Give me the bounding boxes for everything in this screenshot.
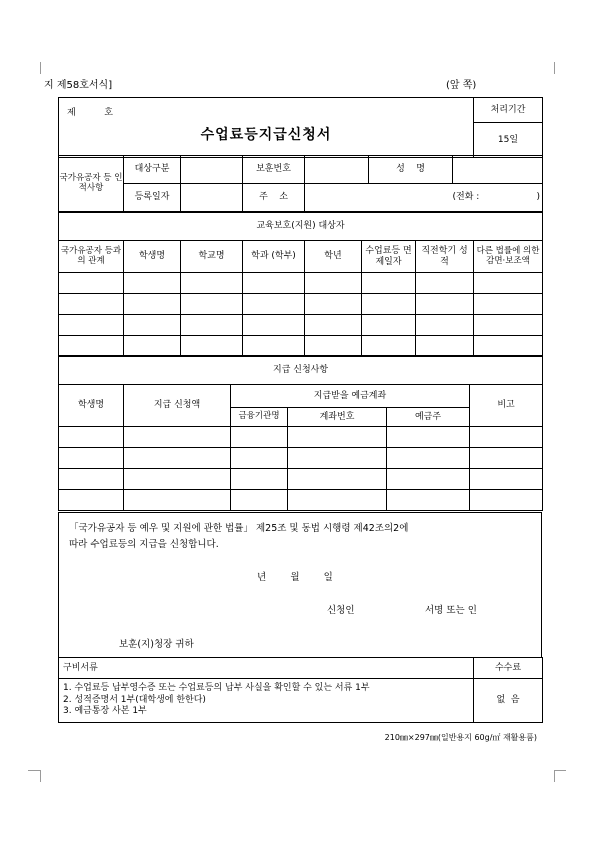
payment-cell[interactable] <box>59 427 124 448</box>
education-cell[interactable] <box>124 273 181 294</box>
crop-mark <box>554 62 555 74</box>
personal-section-label: 국가유공자 등 인적사항 <box>59 156 124 212</box>
declaration-table <box>58 512 542 658</box>
form-number: 지 제58호서식] <box>44 80 113 91</box>
education-cell[interactable] <box>474 315 543 336</box>
payment-cell[interactable] <box>470 448 543 469</box>
payment-cell[interactable] <box>231 490 288 511</box>
required-document-item: 2. 성적증명서 1부(대학생에 한한다) <box>63 694 206 705</box>
crop-mark <box>40 62 41 74</box>
education-header-1: 학생명 <box>124 241 181 273</box>
education-cell[interactable] <box>243 315 305 336</box>
education-cell[interactable] <box>416 273 474 294</box>
addressee: 보훈(지)청장 귀하 <box>119 639 194 650</box>
payment-cell[interactable] <box>470 469 543 490</box>
education-row <box>59 294 543 315</box>
payment-cell[interactable] <box>288 427 387 448</box>
education-cell[interactable] <box>59 315 124 336</box>
applicant-label: 신청인 <box>327 605 355 616</box>
education-header-4: 학년 <box>305 241 362 273</box>
payment-cell[interactable] <box>288 469 387 490</box>
name-label: 성 명 <box>369 156 453 184</box>
declaration-line-1: 「국가유공자 등 예우 및 지원에 관한 법률」 제25조 및 동법 시행령 제42조의2에 <box>69 523 409 534</box>
education-cell[interactable] <box>59 294 124 315</box>
payment-header-amount: 지급 신청액 <box>124 385 231 427</box>
crop-mark <box>554 770 555 782</box>
name-field[interactable] <box>453 156 543 184</box>
veteran-number-label: 보훈번호 <box>243 156 305 184</box>
education-cell[interactable] <box>416 315 474 336</box>
processing-period-label: 처리기간 <box>474 98 543 123</box>
education-cell[interactable] <box>124 336 181 357</box>
payment-cell[interactable] <box>387 427 470 448</box>
payment-cell[interactable] <box>387 448 470 469</box>
education-cell[interactable] <box>181 315 243 336</box>
payment-header-student: 학생명 <box>59 385 124 427</box>
target-class-label: 대상구분 <box>124 156 181 184</box>
education-row <box>59 315 543 336</box>
education-header-7: 다른 법률에 의한 감면·보조액 <box>474 241 543 273</box>
payment-header-remarks: 비고 <box>470 385 543 427</box>
education-cell[interactable] <box>362 315 416 336</box>
fee-label: 수수료 <box>474 658 543 679</box>
required-document-item: 1. 수업료등 납부영수증 또는 수업료등의 납부 사실을 확인할 수 있는 서류 1부 <box>63 682 370 693</box>
education-cell[interactable] <box>416 336 474 357</box>
education-cell[interactable] <box>362 273 416 294</box>
payment-row <box>59 427 543 448</box>
header-table <box>58 97 543 158</box>
payment-cell[interactable] <box>231 448 288 469</box>
required-documents-table <box>58 657 543 723</box>
fee-value: 없 음 <box>474 679 543 723</box>
required-documents-list <box>59 679 474 723</box>
payment-cell[interactable] <box>470 490 543 511</box>
education-cell[interactable] <box>474 294 543 315</box>
education-cell[interactable] <box>59 336 124 357</box>
education-cell[interactable] <box>474 336 543 357</box>
phone-field[interactable]: (전화 : ) <box>453 184 543 212</box>
payment-cell[interactable] <box>59 448 124 469</box>
payment-cell[interactable] <box>470 427 543 448</box>
education-cell[interactable] <box>305 336 362 357</box>
education-cell[interactable] <box>181 336 243 357</box>
education-cell[interactable] <box>362 336 416 357</box>
paper-spec: 210㎜×297㎜(일반용지 60g/㎡ 재활용품) <box>384 733 537 742</box>
education-cell[interactable] <box>59 273 124 294</box>
payment-table <box>58 355 543 511</box>
declaration-line-2: 따라 수업료등의 지급을 신청합니다. <box>69 539 219 551</box>
education-cell[interactable] <box>181 273 243 294</box>
education-cell[interactable] <box>243 294 305 315</box>
crop-mark <box>40 770 41 782</box>
declaration-area <box>59 513 542 658</box>
education-cell[interactable] <box>416 294 474 315</box>
education-cell[interactable] <box>305 315 362 336</box>
payment-cell[interactable] <box>124 490 231 511</box>
payment-cell[interactable] <box>124 469 231 490</box>
payment-section-title: 지급 신청사항 <box>59 356 543 385</box>
payment-row <box>59 469 543 490</box>
payment-row <box>59 448 543 469</box>
education-header-0: 국가유공자 등과의 관계 <box>59 241 124 273</box>
education-header-6: 직전학기 성 적 <box>416 241 474 273</box>
payment-cell[interactable] <box>124 448 231 469</box>
declaration-date[interactable]: 년 월 일 <box>257 572 333 583</box>
veteran-number-field[interactable] <box>305 156 369 184</box>
education-cell[interactable] <box>243 273 305 294</box>
education-header-5: 수업료등 면제일자 <box>362 241 416 273</box>
education-header-3: 학과 (학부) <box>243 241 305 273</box>
receipt-number-label: 제 호 <box>67 108 113 118</box>
target-class-field[interactable] <box>181 156 243 184</box>
payment-cell[interactable] <box>59 469 124 490</box>
processing-period-value: 15일 <box>474 123 543 158</box>
education-header-2: 학교명 <box>181 241 243 273</box>
payment-header-account-group: 지급받을 예금계좌 <box>231 385 470 408</box>
crop-mark <box>28 770 40 771</box>
required-document-item: 3. 예금통장 사본 1부 <box>63 706 147 717</box>
payment-cell[interactable] <box>387 469 470 490</box>
document-title: 수업료등지급신청서 <box>200 127 332 144</box>
education-section-title: 교육보호(지원) 대상자 <box>59 213 543 241</box>
personal-info-table <box>58 155 543 212</box>
education-cell[interactable] <box>474 273 543 294</box>
payment-row <box>59 490 543 511</box>
registration-date-field[interactable] <box>181 184 243 212</box>
payment-cell[interactable] <box>387 490 470 511</box>
title-cell <box>59 98 474 158</box>
required-documents-label: 구비서류 <box>59 658 474 679</box>
education-row <box>59 336 543 357</box>
payment-cell[interactable] <box>59 490 124 511</box>
registration-date-label: 등록일자 <box>124 184 181 212</box>
education-cell[interactable] <box>305 294 362 315</box>
payment-cell[interactable] <box>288 490 387 511</box>
payment-cell[interactable] <box>231 427 288 448</box>
education-cell[interactable] <box>181 294 243 315</box>
education-cell[interactable] <box>305 273 362 294</box>
payment-header-holder: 예금주 <box>387 408 470 427</box>
education-table <box>58 212 543 357</box>
crop-mark <box>554 770 566 771</box>
signature-label[interactable]: 서명 또는 인 <box>425 605 477 616</box>
address-label: 주 소 <box>243 184 305 212</box>
education-cell[interactable] <box>243 336 305 357</box>
education-row <box>59 273 543 294</box>
payment-cell[interactable] <box>288 448 387 469</box>
education-cell[interactable] <box>124 294 181 315</box>
page-side: (앞 쪽) <box>446 80 477 91</box>
payment-cell[interactable] <box>124 427 231 448</box>
payment-header-bank: 금융기관명 <box>231 408 288 427</box>
payment-cell[interactable] <box>231 469 288 490</box>
payment-header-account-number: 계좌번호 <box>288 408 387 427</box>
education-cell[interactable] <box>362 294 416 315</box>
address-field[interactable] <box>305 184 453 212</box>
education-cell[interactable] <box>124 315 181 336</box>
